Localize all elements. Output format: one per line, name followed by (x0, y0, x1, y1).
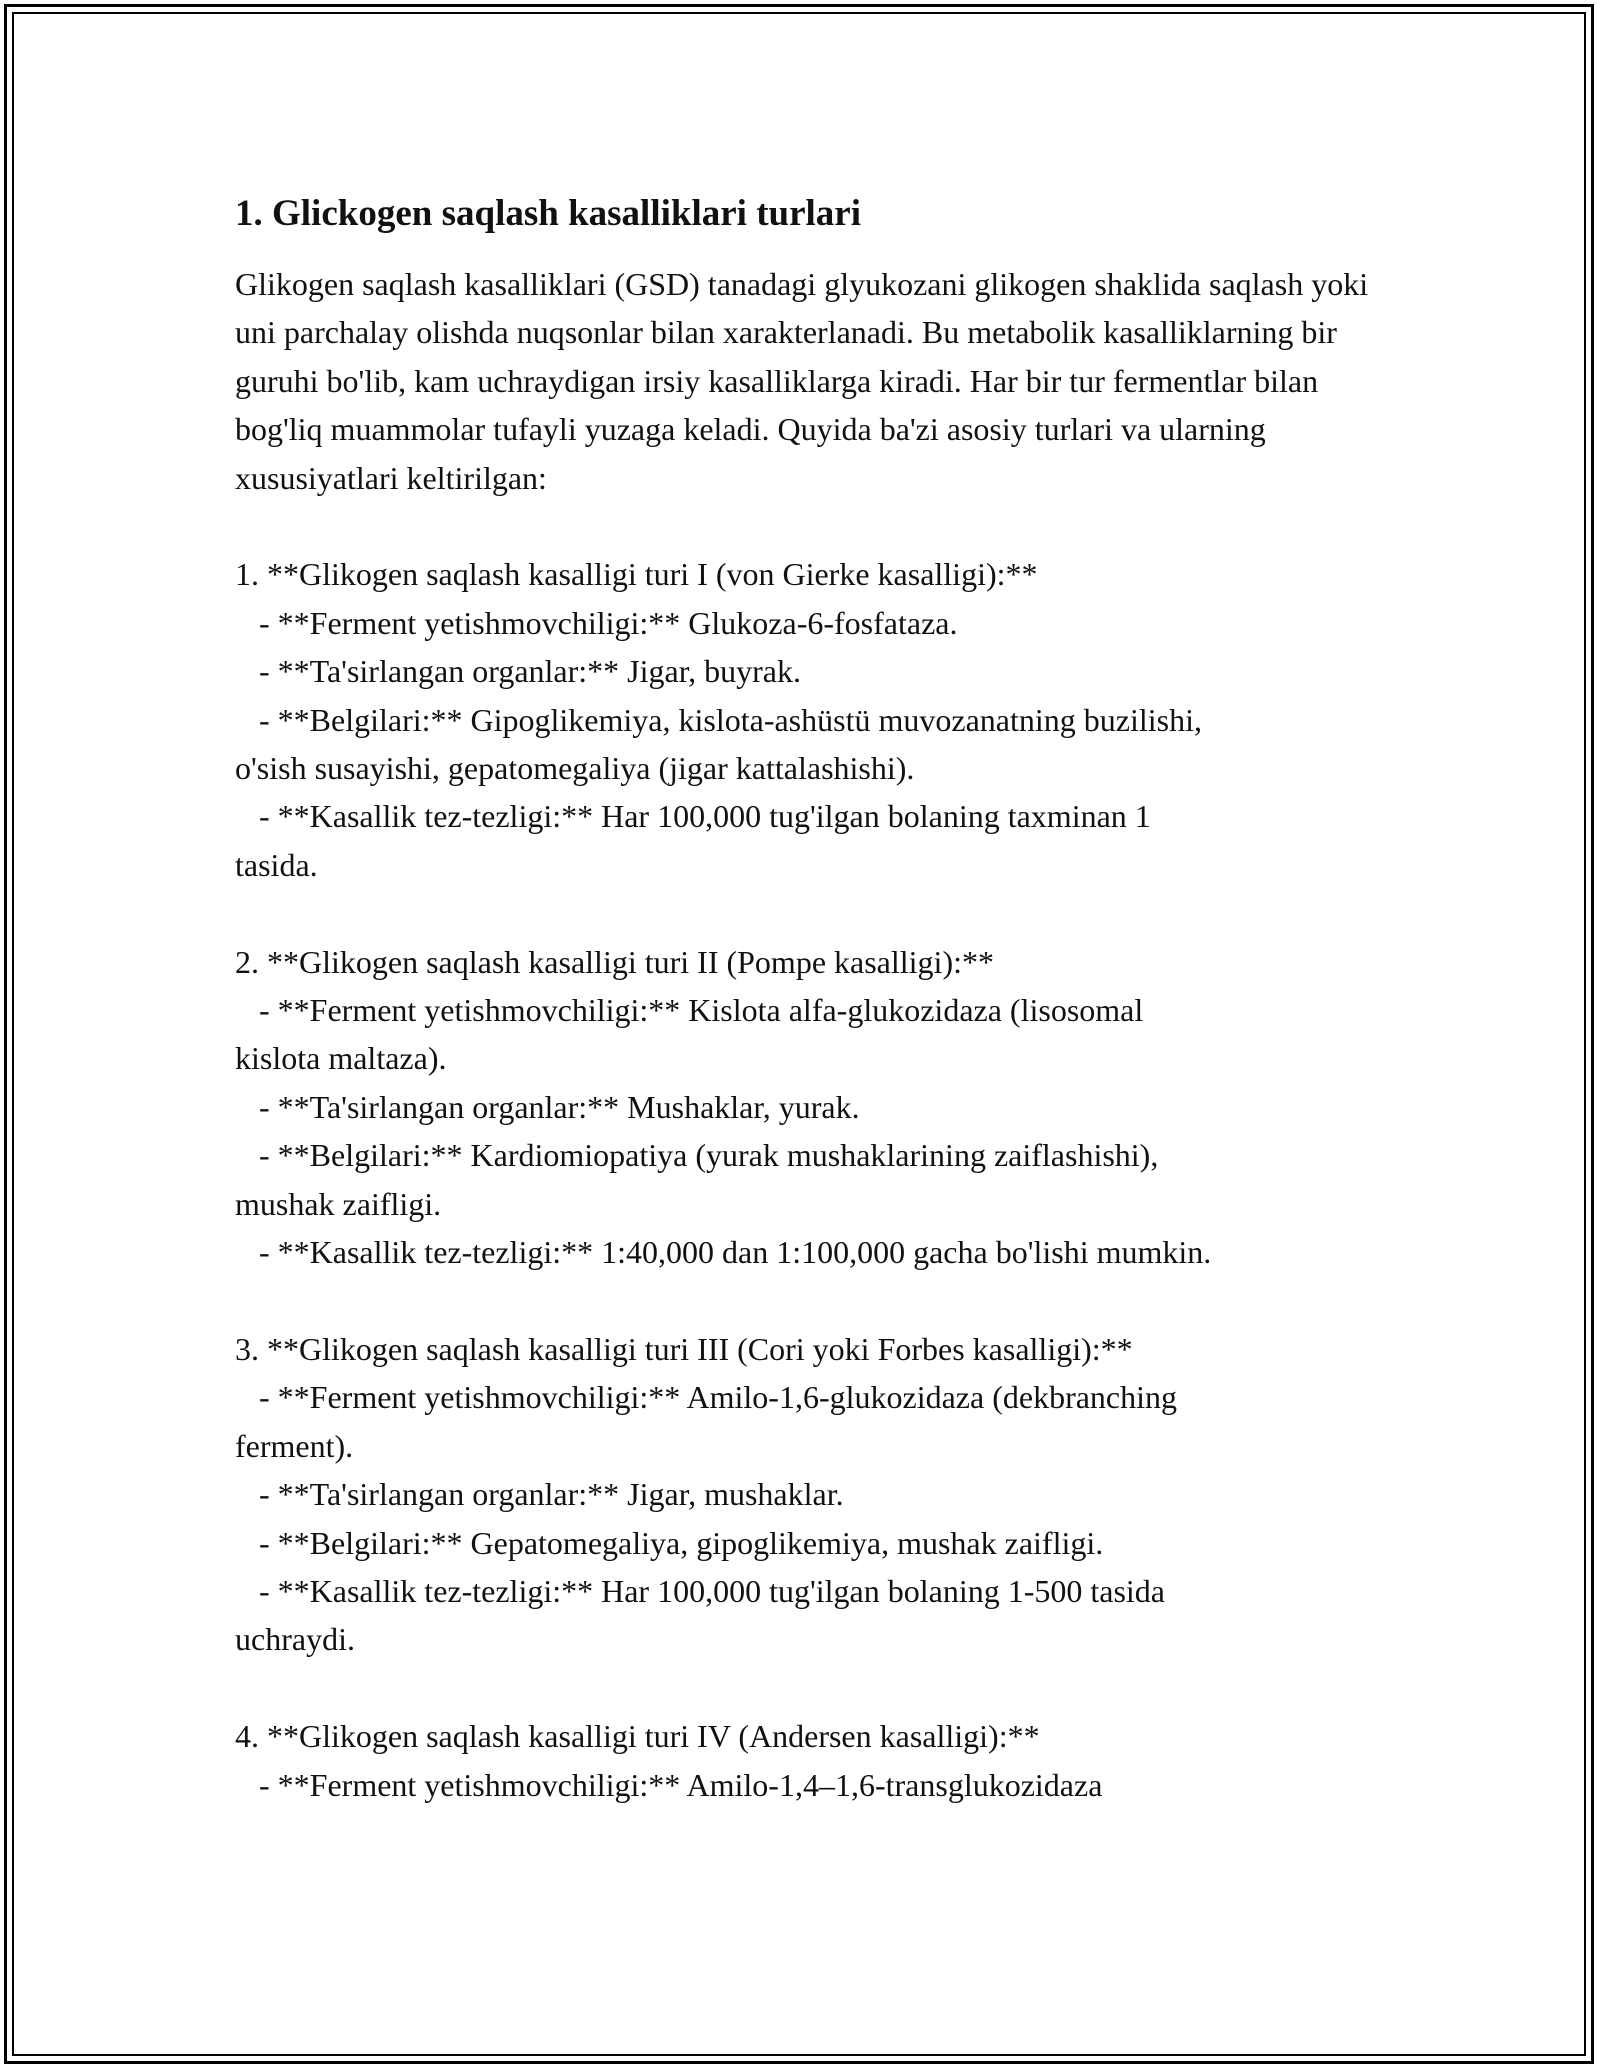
list-line: - **Belgilari:** Gipoglikemiya, kislota-ashüstü muvozanatning buzilishi, (235, 701, 1202, 738)
list-line: mushak zaifligi. (235, 1185, 442, 1222)
list-line: kislota maltaza). (235, 1040, 447, 1077)
list-line: - **Belgilari:** Kardiomiopatiya (yurak mushaklarining zaiflashishi), (235, 1137, 1159, 1174)
list-line: - **Ta'sirlangan organlar:** Jigar, mushaklar. (235, 1476, 844, 1513)
document-body (235, 188, 1375, 1809)
list-line: - **Kasallik tez-tezligi:** Har 100,000 tug'ilgan bolaning taxminan 1 (235, 798, 1151, 835)
blank-line (235, 1664, 1375, 1712)
list-line: 3. **Glikogen saqlash kasalligi turi III (Cori yoki Forbes kasalligi):** (235, 1330, 1133, 1367)
list-line: - **Ta'sirlangan organlar:** Mushaklar, yurak. (235, 1088, 860, 1125)
list-line: - **Ta'sirlangan organlar:** Jigar, buyrak. (235, 653, 801, 690)
list-line: - **Ferment yetishmovchiligi:** Amilo-1,6-glukozidaza (dekbranching (235, 1379, 1178, 1416)
blank-line (235, 502, 1375, 550)
list-line: - **Ferment yetishmovchiligi:** Glukoza-6-fosfataza. (235, 604, 958, 641)
disease-list (235, 502, 1375, 1809)
list-line: uchraydi. (235, 1621, 355, 1658)
list-line: - **Kasallik tez-tezligi:** Har 100,000 tug'ilgan bolaning 1-500 tasida (235, 1572, 1165, 1609)
section-heading: 1. Glickogen saqlash kasalliklari turlari (235, 193, 862, 234)
list-line: - **Belgilari:** Gepatomegaliya, gipoglikemiya, mushak zaifligi. (235, 1524, 1104, 1561)
list-line: ferment). (235, 1427, 354, 1464)
list-line: - **Ferment yetishmovchiligi:** Kislota alfa-glukozidaza (lisosomal (235, 992, 1144, 1029)
list-line: tasida. (235, 846, 318, 883)
list-line: 2. **Glikogen saqlash kasalligi turi II (Pompe kasalligi):** (235, 943, 994, 980)
blank-line (235, 889, 1375, 937)
list-line: o'sish susayishi, gepatomegaliya (jigar kattalashishi). (235, 750, 915, 787)
blank-line (235, 1277, 1375, 1325)
intro-paragraph: Glikogen saqlash kasalliklari (GSD) tanadagi glyukozani glikogen shaklida saqlash yoki uni parchalay olishda nuqsonlar bilan xarakterlanadi. Bu metabolik kasalliklarning bir guruhi bo'lib, kam uchraydigan irsiy kasalliklarga kiradi. Har bir tur fermentlar bilan bog'liq muammolar tufayli yuzaga keladi. Quyida ba'zi asosiy turlari va ularning xususiyatlari keltirilgan: (235, 266, 1369, 496)
list-line: 4. **Glikogen saqlash kasalligi turi IV (Andersen kasalligi):** (235, 1718, 1040, 1755)
list-line: - **Kasallik tez-tezligi:** 1:40,000 dan 1:100,000 gacha bo'lishi mumkin. (235, 1234, 1212, 1271)
list-line: 1. **Glikogen saqlash kasalligi turi I (von Gierke kasalligi):** (235, 556, 1038, 593)
list-line: - **Ferment yetishmovchiligi:** Amilo-1,4–1,6-transglukozidaza (235, 1766, 1103, 1803)
